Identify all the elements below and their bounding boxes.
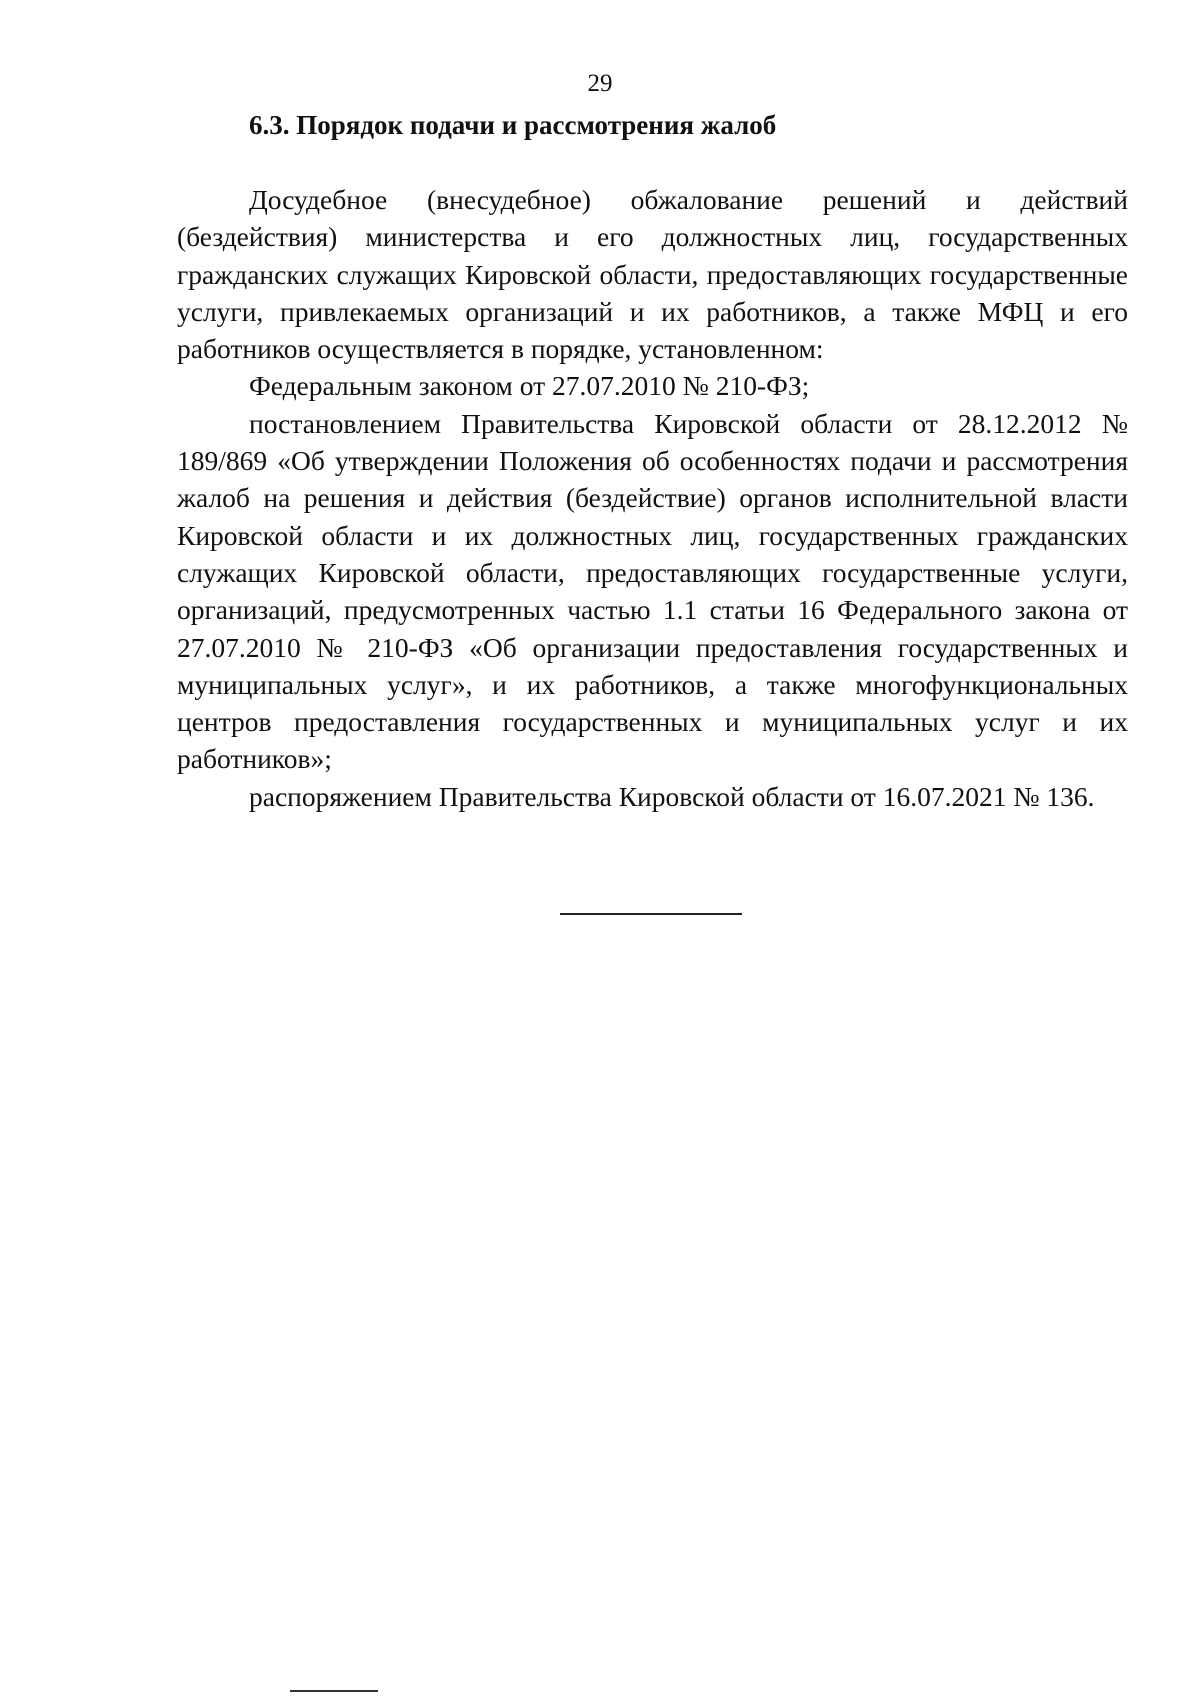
paragraph-federal-law: Федеральным законом от 27.07.2010 № 210-ФЗ; [249,370,810,402]
paragraph-intro: Досудебное (внесудебное) обжалование решений и действий (бездействия) министерства и его должностных лиц, государственных гражданских служащих Кировской области, предоставляющих государственные услуги, привлекаемых организаций и их работников, а также МФЦ и его работников осуществляется в порядке, установленном: [177,184,1128,365]
end-separator-line [560,913,742,915]
body-text [177,181,1128,815]
paragraph-government-order: распоряжением Правительства Кировской области от 16.07.2021 № 136. [249,780,1095,812]
bottom-edge-mark [290,1690,378,1692]
page-number: 29 [587,70,613,97]
paragraph-government-resolution: постановлением Правительства Кировской области от 28.12.2012 № 189/869 «Об утверждении Положения об особенностях подачи и рассмотрения жалоб на решения и действия (бездействие) органов исполнительной власти Кировской области и их должностных лиц, государственных гражданских служащих Кировской области, предоставляющих государственные услуги, организаций, предусмотренных частью 1.1 статьи 16 Федерального закона от 27.07.2010 № 210-ФЗ «Об организации предоставления государственных и муниципальных услуг», и их работников, а также многофункциональных центров предоставления государственных и муниципальных услуг и их работников»; [177,407,1128,775]
page-content [177,105,1128,815]
section-heading: 6.3. Порядок подачи и рассмотрения жалоб [249,110,777,140]
